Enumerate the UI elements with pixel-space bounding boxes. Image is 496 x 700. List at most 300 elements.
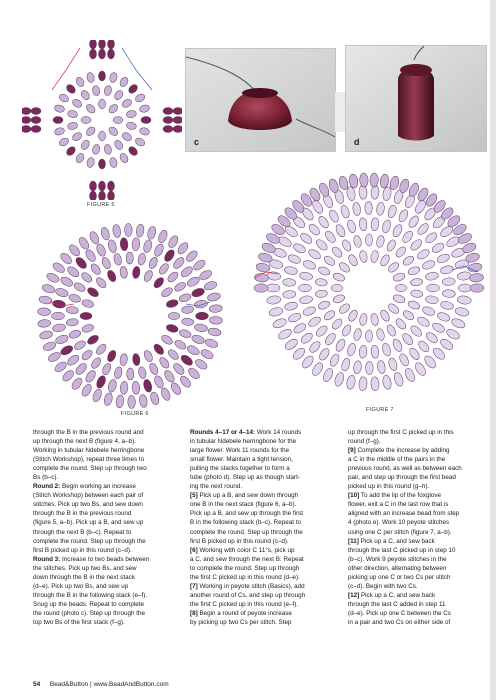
- bead: [157, 262, 170, 276]
- bead: [382, 375, 392, 390]
- bead: [134, 92, 146, 103]
- bead: [194, 358, 209, 372]
- bead: [179, 265, 194, 279]
- bead: [163, 108, 173, 115]
- bead: [99, 49, 106, 59]
- bead: [440, 300, 454, 310]
- bead: [128, 395, 136, 408]
- bead: [178, 374, 192, 389]
- bead: [179, 353, 194, 367]
- bead: [106, 269, 118, 283]
- bead: [203, 280, 218, 292]
- bead: [365, 234, 372, 246]
- bead: [173, 126, 182, 133]
- text-line: (Stitch Workshop), repeat three times to: [33, 456, 145, 464]
- bead: [393, 371, 405, 387]
- text-line: in tubular Ndebele herringbone for the: [190, 438, 297, 446]
- bead: [53, 360, 68, 374]
- bead: [52, 299, 66, 309]
- bead: [121, 131, 133, 142]
- bead: [423, 354, 438, 370]
- bead: [198, 269, 213, 282]
- bead: [398, 352, 411, 367]
- bead: [178, 328, 192, 339]
- text-line: (b–c). Work 9 peyote stitches in the: [348, 555, 447, 563]
- bead: [86, 157, 95, 168]
- bead: [200, 348, 215, 361]
- bead: [331, 317, 344, 331]
- bead: [107, 103, 119, 115]
- text-line: (d–e). Pick up two Bs, and sew up: [33, 582, 129, 590]
- bead: [268, 306, 284, 317]
- bead: [346, 375, 356, 390]
- bead: [407, 265, 421, 276]
- text-line: pulling the stacks together to form a: [190, 465, 290, 473]
- bead: [107, 125, 119, 137]
- bead: [284, 265, 298, 275]
- bead: [71, 131, 83, 142]
- text-line: the round (photo c). Step up through the: [33, 609, 146, 617]
- text-line: stitches. Pick up two Bs, and sew down: [33, 501, 143, 509]
- bead: [209, 304, 223, 313]
- bead: [299, 231, 314, 245]
- bead: [163, 126, 173, 133]
- bead: [84, 369, 97, 384]
- bead: [95, 342, 108, 356]
- bead: [163, 248, 176, 263]
- text-line: (Stitch Workshop) between each pair of: [33, 492, 144, 500]
- bead: [166, 270, 180, 283]
- text-line: by picking up two Cs per stitch. Step: [190, 618, 292, 626]
- text-line: through the B in the previous round: [33, 510, 132, 518]
- bead: [68, 293, 82, 304]
- bead: [85, 125, 97, 137]
- bead: [163, 117, 173, 124]
- bead: [207, 292, 221, 302]
- bead: [442, 289, 455, 297]
- bead: [442, 277, 456, 286]
- bead: [395, 284, 407, 291]
- bead: [90, 191, 97, 200]
- bead: [194, 323, 208, 333]
- bead: [403, 367, 416, 383]
- bead: [359, 250, 368, 263]
- bead: [379, 309, 391, 323]
- bead: [81, 298, 95, 308]
- bead: [299, 271, 313, 281]
- bead: [365, 201, 373, 214]
- bead: [85, 103, 97, 115]
- bead: [287, 312, 302, 324]
- bead: [299, 331, 314, 345]
- bead: [37, 308, 50, 316]
- text-line: the first C picked up in this round (e–f).: [190, 600, 299, 608]
- bead: [99, 71, 106, 81]
- text-line: Round 2: Begin working an increase: [33, 483, 136, 491]
- bead: [307, 248, 322, 261]
- bead: [100, 226, 111, 241]
- bead: [65, 145, 77, 157]
- bead: [132, 353, 141, 366]
- text-line: [9] Complete the increase by adding: [348, 447, 450, 455]
- text-line: other direction, alternating between: [348, 564, 447, 572]
- bead: [31, 117, 41, 124]
- bead: [86, 286, 100, 299]
- bead: [146, 226, 157, 240]
- bead: [392, 272, 406, 283]
- bead: [121, 98, 133, 109]
- photo-c-image: [186, 49, 335, 151]
- bead: [323, 332, 337, 347]
- text-line: Round 3: Increase to two beads between: [33, 555, 150, 563]
- bead: [424, 231, 439, 245]
- bead: [348, 174, 358, 189]
- bead: [314, 238, 329, 252]
- bead: [172, 256, 186, 271]
- bead: [126, 121, 137, 130]
- text-line: large flower. Work 11 rounds for the: [190, 447, 290, 455]
- text-line: [12] Pick up a C, and sew back: [348, 591, 436, 599]
- bead: [38, 295, 52, 305]
- bead: [318, 347, 332, 362]
- bead: [148, 256, 159, 270]
- bead: [42, 340, 57, 352]
- bead: [353, 235, 363, 248]
- text-line: Rounds 4–17 or 4–14: Work 14 rounds: [190, 429, 302, 436]
- bead: [346, 219, 357, 234]
- text-line: [11] Pick up a C, and sew back: [348, 537, 435, 545]
- bead: [470, 284, 484, 292]
- bead: [416, 339, 430, 354]
- bead: [59, 344, 74, 357]
- bead: [80, 89, 91, 101]
- text-line: (c–d). Begin with two Cs.: [348, 582, 418, 590]
- bead: [204, 338, 219, 349]
- bead: [402, 254, 416, 267]
- bead: [299, 284, 312, 292]
- bead: [103, 144, 112, 155]
- bead: [148, 362, 160, 376]
- bead: [310, 199, 324, 215]
- bead: [132, 381, 141, 395]
- bead: [81, 323, 95, 333]
- bead: [152, 276, 165, 290]
- bead: [341, 239, 353, 253]
- bead: [67, 243, 81, 258]
- bead: [95, 374, 107, 389]
- bead: [436, 311, 451, 323]
- bead: [338, 302, 352, 315]
- bead: [408, 346, 422, 361]
- text-line: [8] Begin a round of peyote increase: [190, 609, 292, 617]
- bead: [315, 289, 328, 298]
- bead: [413, 361, 427, 377]
- bead: [22, 117, 31, 124]
- photo-c: [185, 48, 336, 152]
- bead: [194, 299, 208, 309]
- bead: [141, 117, 151, 124]
- photo-c-label: c: [194, 137, 200, 147]
- bead: [421, 305, 436, 317]
- bead: [54, 104, 65, 113]
- bead: [186, 275, 201, 288]
- figure-7-diagram: [248, 160, 490, 402]
- bead: [410, 278, 423, 287]
- bead: [120, 381, 129, 395]
- bead: [347, 309, 359, 323]
- bead: [371, 217, 380, 231]
- bead: [379, 253, 391, 267]
- bead: [178, 292, 192, 303]
- bead: [353, 360, 362, 374]
- text-column-left: [33, 428, 181, 627]
- bead: [365, 330, 372, 342]
- bead: [323, 229, 337, 244]
- bead: [113, 139, 124, 151]
- page-number: 54: [33, 681, 41, 688]
- bead: [113, 89, 124, 101]
- bead: [160, 334, 174, 347]
- bead: [346, 342, 357, 357]
- bead: [73, 281, 87, 293]
- text-line: the first C picked up in this round (d–e).: [190, 573, 300, 581]
- bead: [95, 243, 107, 258]
- bead: [113, 366, 122, 379]
- bead: [302, 259, 317, 271]
- text-line: through the last C added in step 11: [348, 600, 446, 608]
- bead: [292, 242, 307, 255]
- bead: [282, 278, 295, 286]
- bead: [359, 173, 368, 187]
- bead: [66, 318, 79, 326]
- bead: [387, 204, 398, 219]
- photo-gap: [335, 92, 345, 132]
- bead: [292, 322, 307, 335]
- bead: [371, 377, 380, 391]
- bead: [469, 273, 484, 283]
- text-column-right: [348, 428, 490, 627]
- text-column-middle: [190, 428, 340, 627]
- bead: [359, 345, 368, 359]
- text-line: another round of Cs, and step up through: [190, 591, 306, 599]
- bead: [74, 76, 85, 88]
- bead: [377, 360, 386, 374]
- bead: [67, 121, 78, 130]
- photo-d-label: d: [354, 137, 360, 147]
- bead: [431, 321, 446, 334]
- bead: [153, 243, 165, 258]
- page-edge-strip: [490, 0, 496, 700]
- bead: [65, 83, 77, 95]
- bead: [330, 245, 343, 259]
- bead: [299, 295, 313, 305]
- bead: [52, 312, 65, 320]
- bead: [68, 329, 82, 340]
- bead: [421, 259, 436, 271]
- bead: [103, 392, 114, 406]
- bead: [181, 318, 194, 326]
- bead: [186, 344, 201, 357]
- bead: [207, 327, 221, 337]
- bead: [47, 351, 62, 364]
- bead: [53, 117, 63, 124]
- text-line: (d–e). Pick up one C between the Cs: [348, 609, 451, 617]
- text-line: using one C per stitch (figure 7, a–b).: [348, 528, 452, 536]
- bead: [124, 223, 132, 236]
- bead: [143, 269, 155, 283]
- bead: [100, 256, 112, 270]
- bead: [291, 346, 307, 361]
- bead: [39, 330, 53, 340]
- text-line: through the next B (b–c). Repeat to: [33, 528, 132, 536]
- bead: [165, 298, 179, 308]
- bead: [84, 248, 97, 263]
- text-line: complete the round. Step up through the: [33, 537, 146, 545]
- bead: [338, 261, 352, 274]
- text-line: one B in the next stack (figure 6, a–b).: [190, 501, 297, 509]
- text-line: Snug up the beads. Repeat to complete: [33, 600, 144, 608]
- bead: [99, 181, 106, 191]
- text-line: up through the first C picked up in this: [348, 429, 454, 436]
- bead: [381, 342, 392, 357]
- bead: [119, 353, 128, 366]
- bead: [284, 301, 298, 311]
- bead: [99, 159, 106, 169]
- bead: [300, 354, 315, 370]
- bead: [331, 284, 343, 291]
- bead: [90, 40, 97, 49]
- bead: [375, 235, 385, 248]
- bead: [52, 323, 66, 333]
- bead: [315, 278, 328, 287]
- bead: [81, 117, 91, 124]
- text-line: small flower. Maintain a tight tension,: [190, 456, 293, 464]
- bead: [126, 110, 137, 119]
- bead: [334, 223, 347, 238]
- bead: [191, 334, 206, 345]
- bead: [118, 76, 129, 88]
- text-line: down through the B in the next stack: [33, 573, 135, 581]
- text-line: top two Bs of the first stack (f–g).: [33, 618, 125, 626]
- bead: [92, 144, 101, 155]
- text-line: up through the next B (figure 4, a–b).: [33, 438, 136, 446]
- text-line: ing the next round.: [190, 483, 243, 491]
- bead: [167, 234, 180, 249]
- bead: [416, 315, 431, 328]
- bead: [317, 300, 331, 311]
- bead: [61, 369, 76, 384]
- bead: [341, 324, 353, 338]
- bead: [467, 262, 482, 273]
- bead: [277, 327, 293, 341]
- bead: [80, 383, 93, 398]
- bead: [401, 229, 415, 244]
- bead: [99, 191, 106, 200]
- bead: [73, 339, 87, 351]
- bead: [80, 312, 92, 319]
- text-line: Working in tubular Ndebele herringbone: [33, 447, 145, 455]
- bead: [109, 157, 118, 168]
- text-line: to complete the round. Step up through: [190, 564, 300, 572]
- bead: [92, 85, 101, 96]
- bead: [139, 127, 150, 136]
- bead: [138, 366, 148, 379]
- bead: [136, 224, 145, 238]
- bead: [127, 83, 139, 95]
- text-line: first B picked up in this round (c–d).: [190, 537, 289, 545]
- bead: [407, 300, 421, 311]
- text-line: through the B in the following stack (e–f).: [33, 591, 148, 599]
- bead: [169, 381, 182, 396]
- bead: [376, 328, 386, 341]
- bead: [323, 254, 337, 267]
- text-line: complete the round. Step up through two: [33, 465, 147, 473]
- bead: [91, 388, 103, 403]
- bead: [302, 305, 317, 317]
- text-line: flower, exit a C in the last row that is: [348, 501, 449, 509]
- bead: [340, 204, 351, 219]
- bead: [80, 271, 94, 284]
- bead: [86, 72, 95, 83]
- bead: [382, 186, 392, 201]
- bead: [86, 334, 100, 347]
- bead: [283, 337, 299, 352]
- bead: [191, 287, 206, 298]
- bead: [427, 284, 440, 292]
- bead: [67, 110, 78, 119]
- bead: [158, 356, 171, 370]
- text-line: picking up one C or two Cs per stitch: [348, 573, 451, 581]
- figure-6-diagram: [30, 222, 230, 410]
- bead: [255, 262, 270, 273]
- bead: [332, 293, 346, 304]
- bead: [328, 209, 341, 224]
- text-line: a C, and sew through the next B. Repeat: [190, 555, 304, 563]
- bead: [70, 376, 84, 391]
- bead: [381, 219, 392, 234]
- bead: [90, 356, 103, 370]
- bead: [90, 49, 97, 59]
- bead: [71, 98, 83, 109]
- photo-d-image: [346, 46, 486, 151]
- text-line: Pick up a B, and sew up through the first: [190, 510, 304, 518]
- bead: [457, 271, 472, 281]
- bead: [307, 222, 321, 237]
- bead: [445, 327, 461, 341]
- bead: [457, 295, 472, 305]
- bead: [439, 337, 455, 352]
- bead: [55, 287, 70, 298]
- bead: [74, 152, 85, 164]
- bead: [387, 357, 398, 372]
- text-line: 4 (photo e). Work 10 peyote stitches: [348, 519, 450, 527]
- bead: [74, 256, 88, 271]
- bead: [139, 394, 149, 408]
- thread-path: [52, 48, 80, 90]
- bead: [118, 152, 129, 164]
- bead: [359, 377, 368, 391]
- bead: [409, 324, 424, 338]
- text-line: pair, and step up through the first bead: [348, 474, 456, 482]
- bead: [187, 366, 202, 380]
- bead: [401, 332, 415, 347]
- bead: [22, 108, 31, 115]
- bead: [425, 271, 439, 281]
- bead: [59, 275, 74, 288]
- text-line: round (f–g).: [348, 438, 381, 446]
- bead: [173, 117, 182, 124]
- bead: [45, 272, 60, 285]
